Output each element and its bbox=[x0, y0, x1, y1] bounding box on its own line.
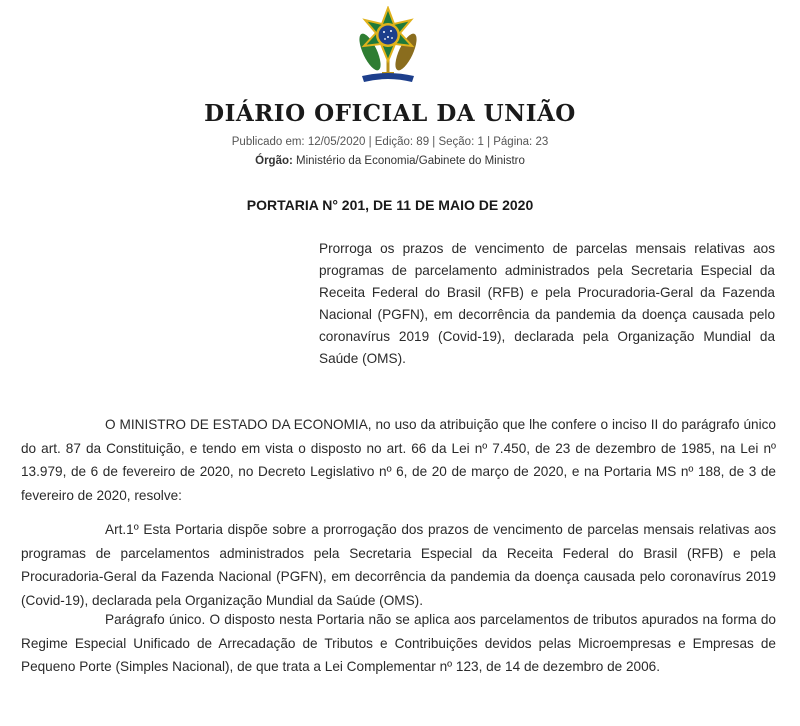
coat-of-arms-of-brazil-icon bbox=[356, 6, 420, 86]
orgao-line bbox=[0, 155, 780, 167]
sole-paragraph: Parágrafo único. O disposto nesta Portaria não se aplica aos parcelamentos de tributos apurados na forma do Regime Especial Unificado de Arrecadação de Tributos e Contribuições devidos pelas Microempresas e Empresas de Pequeno Porte (Simples Nacional), de que trata a Lei Complementar nº 123, de 14 de dezembro de 2006. bbox=[21, 612, 776, 674]
orgao-label: Órgão: bbox=[255, 155, 293, 167]
ementa: Prorroga os prazos de vencimento de parcelas mensais relativas aos programas de parcelamento administrados pela Secretaria Especial da Receita Federal do Brasil (RFB) e pela Procuradoria-Geral da Fazenda Nacional (PGFN), em decorrência da pandemia da doença causada pelo coronavírus 2019 (Covid-19), declarada pela Organização Mundial da Saúde (OMS). bbox=[319, 241, 775, 366]
preamble-paragraph: O MINISTRO DE ESTADO DA ECONOMIA, no uso da atribuição que lhe confere o inciso II do parágrafo único do art. 87 da Constituição, e tendo em vista o disposto no art. 66 da Lei nº 7.450, de 23 de dezembro de 1985, na Lei nº 13.979, de 6 de fevereiro de 2020, no Decreto Legislativo nº 6, de 20 de março de 2020, e na Portaria MS nº 188, de 3 de fevereiro de 2020, resolve: bbox=[21, 417, 776, 503]
orgao-value: Ministério da Economia/Gabinete do Ministro bbox=[296, 155, 525, 167]
masthead-title: DIÁRIO OFICIAL DA UNIÃO bbox=[204, 100, 576, 127]
act-title: PORTARIA N° 201, DE 11 DE MAIO DE 2020 bbox=[246, 197, 534, 213]
article-1-paragraph: Art.1º Esta Portaria dispõe sobre a prorrogação dos prazos de vencimento de parcelas mensais relativas aos programas de parcelamentos administrados pela Secretaria Especial da Receita Federal do Brasil (RFB) e pela Procuradoria-Geral da Fazenda Nacional (PGFN), em decorrência da pandemia da doença causada pelo coronavírus 2019 (Covid-19), declarada pela Organização Mundial da Saúde (OMS). bbox=[21, 522, 776, 608]
publication-info: Publicado em: 12/05/2020 | Edição: 89 | Seção: 1 | Página: 23 bbox=[231, 136, 549, 148]
